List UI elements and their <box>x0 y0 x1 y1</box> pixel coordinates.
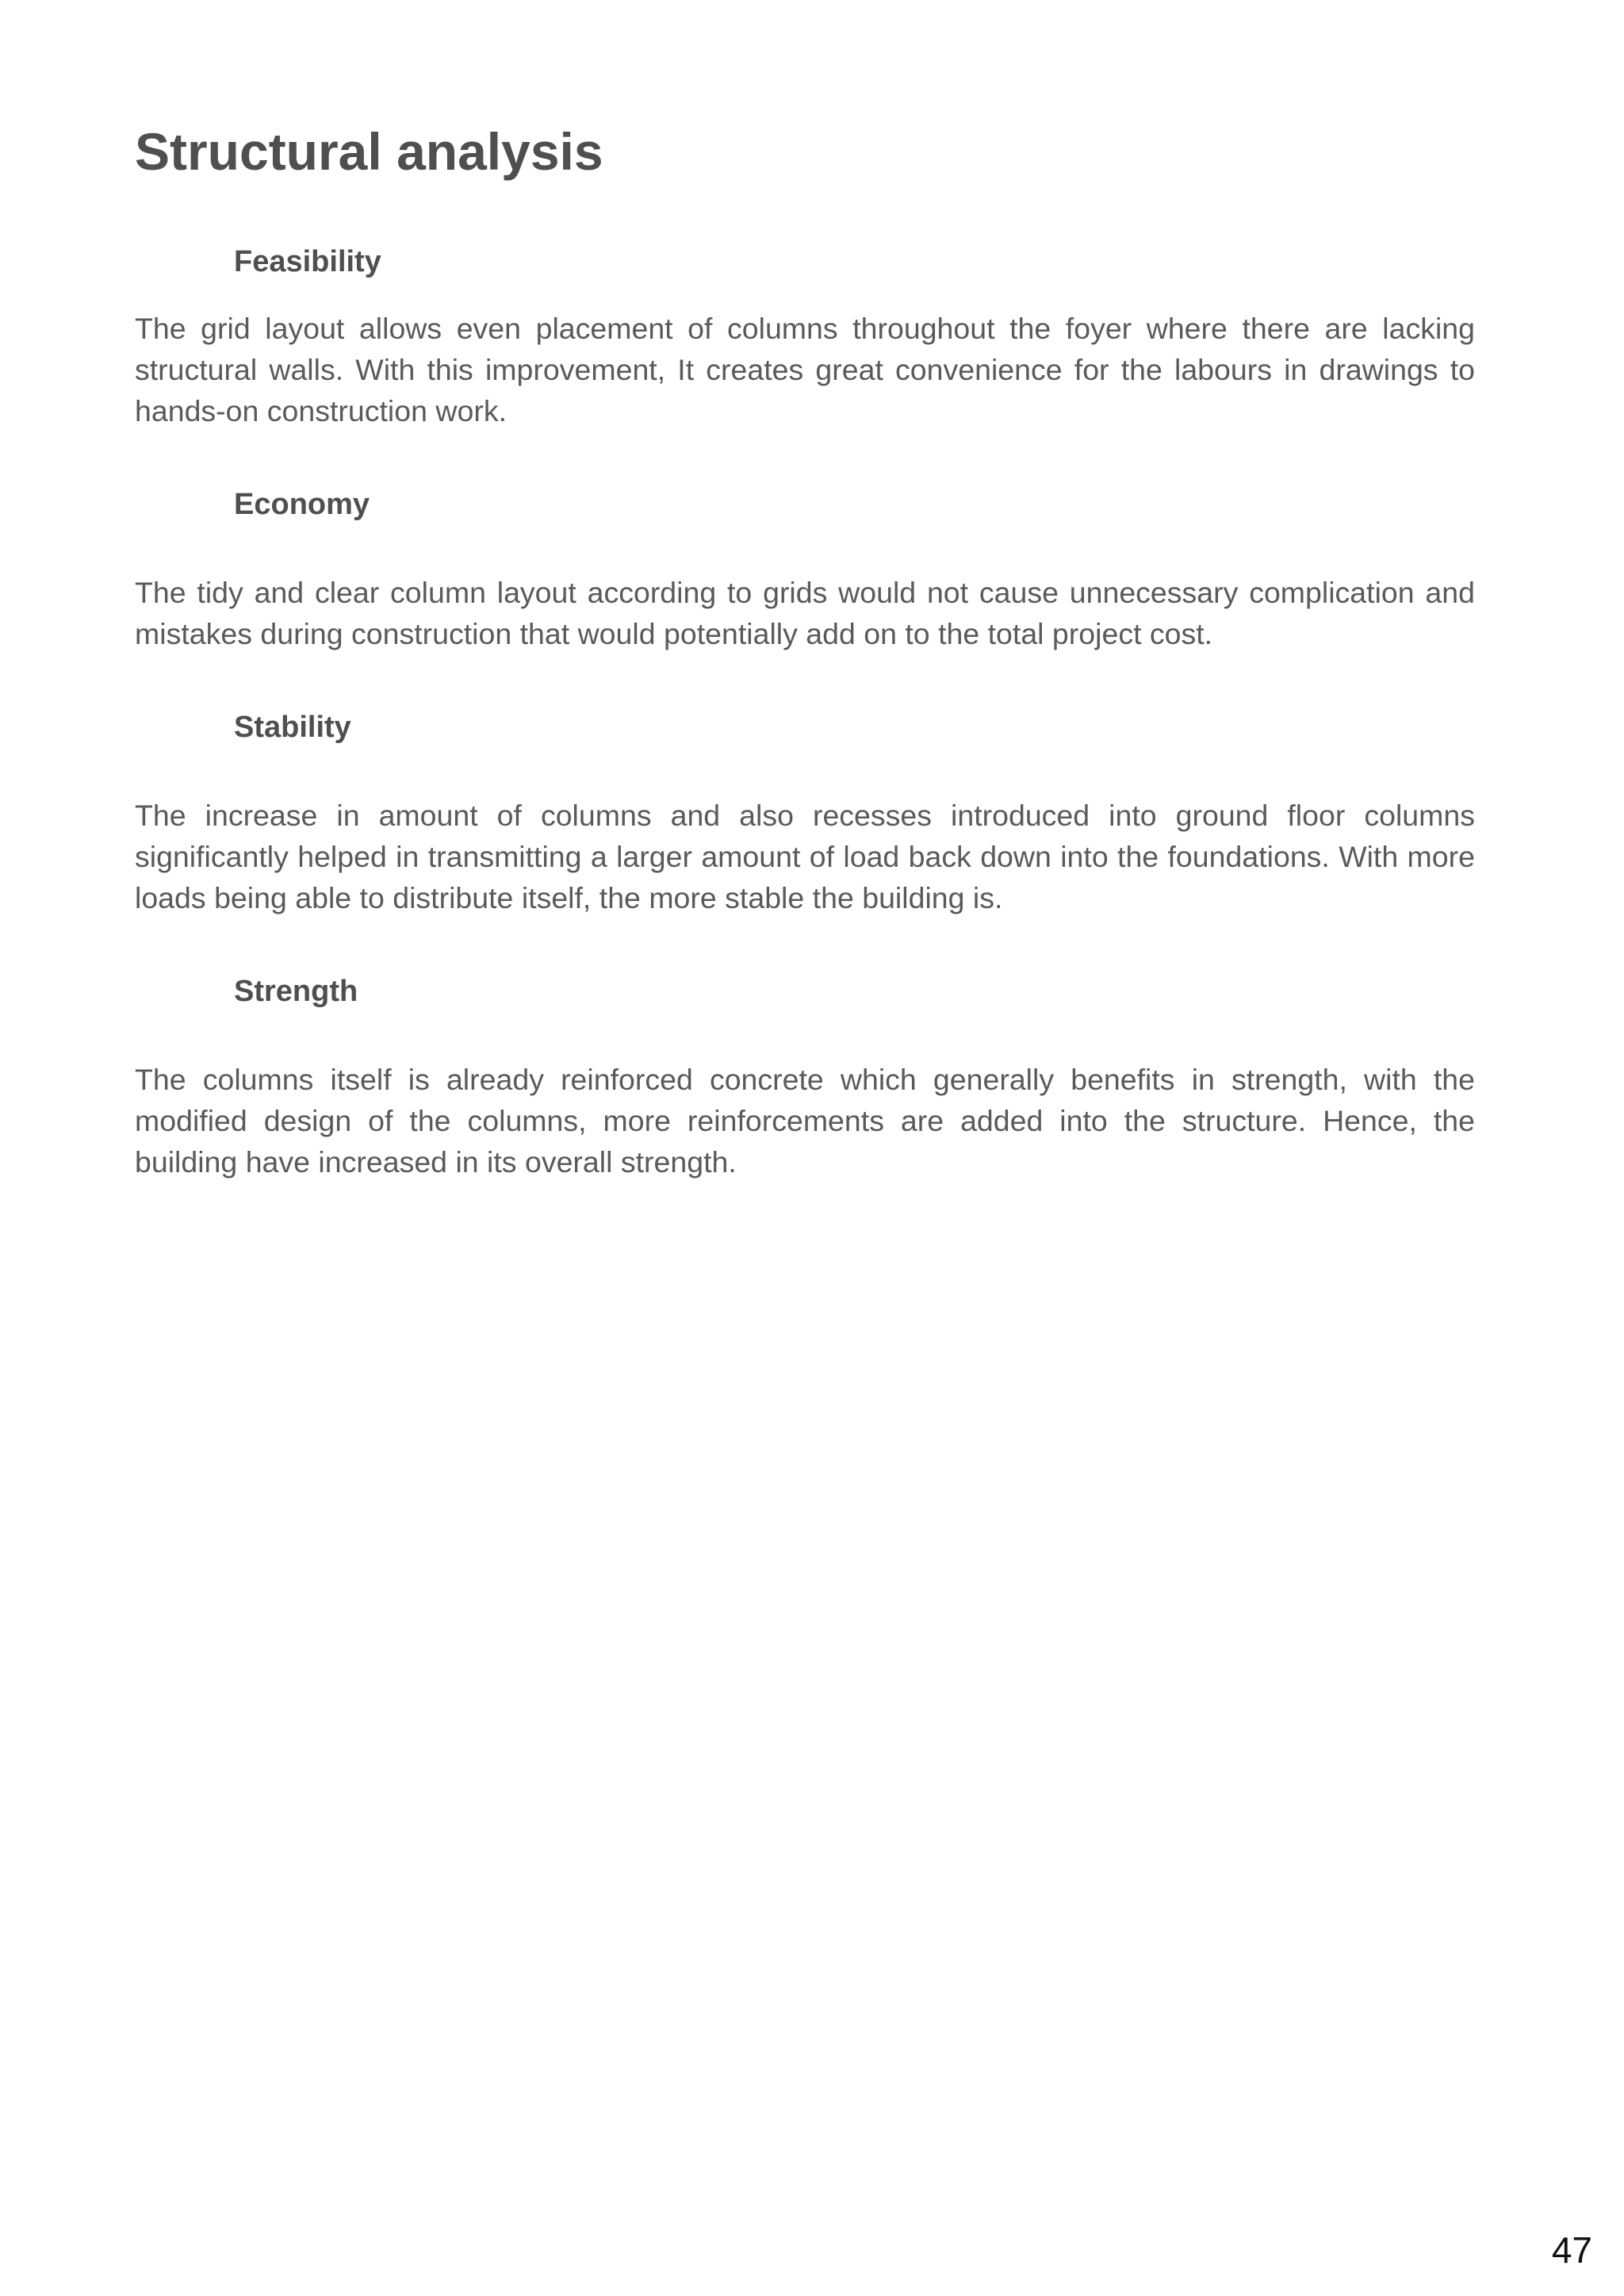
section-body-economy: The tidy and clear column layout according to grids would not cause unnecessary complication and mistakes during construction that would potentially add on to the total project cost. <box>135 576 1475 650</box>
section-body-feasibility: The grid layout allows even placement of columns throughout the foyer where there are lacking structural walls. With this improvement, It creates great convenience for the labours in drawings to hands-on construction work. <box>135 312 1475 427</box>
section-heading-stability: Stability <box>234 711 351 744</box>
section-body-strength: The columns itself is already reinforced concrete which generally benefits in strength, with the modified design of the columns, more reinforcements are added into the structure. Hence, the building have increased in its overall strength. <box>135 1063 1475 1179</box>
section-heading-strength: Strength <box>234 975 358 1008</box>
section-body-stability: The increase in amount of columns and also recesses introduced into ground floor columns significantly helped in transmitting a larger amount of load back down into the foundations. With more loads being able to distribute itself, the more stable the building is. <box>135 799 1475 914</box>
page-number: 47 <box>1551 2229 1592 2271</box>
section-heading-feasibility: Feasibility <box>234 245 381 278</box>
section-heading-economy: Economy <box>234 488 370 521</box>
page-title: Structural analysis <box>135 122 603 181</box>
document-body <box>135 238 1475 1182</box>
